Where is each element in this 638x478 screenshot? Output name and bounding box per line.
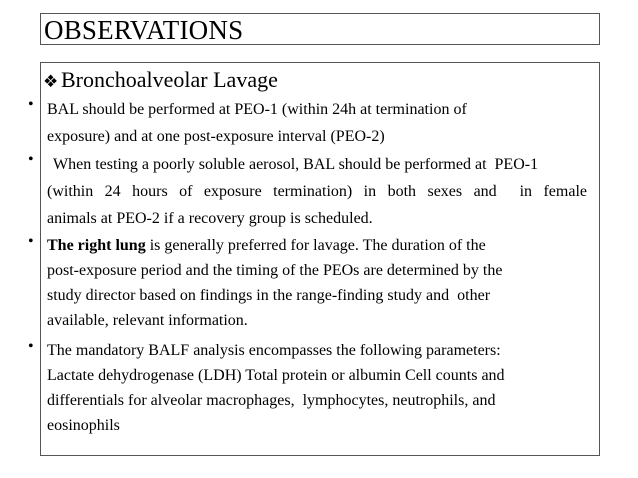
- bullet-3-line-2: post-exposure period and the timing of the PEOs are determined by the: [47, 262, 503, 279]
- diamond-bullet-icon: ❖: [43, 72, 59, 91]
- slide-title: OBSERVATIONS: [44, 15, 244, 45]
- bullet-dot: •: [28, 233, 34, 250]
- subheading: [43, 67, 278, 95]
- bullet-1-line-2: exposure) and at one post-exposure interval (PEO-2): [47, 128, 385, 145]
- bullet-3-line-4: available, relevant information.: [47, 312, 248, 329]
- subheading-text: Bronchoalveolar Lavage: [61, 67, 278, 92]
- bullet-2-line-1: When testing a poorly soluble aerosol, BAL should be performed at PEO-1: [53, 156, 539, 173]
- bullet-4-line-1: The mandatory BALF analysis encompasses the following parameters:: [47, 342, 501, 359]
- bullet-4-line-3: differentials for alveolar macrophages, lymphocytes, neutrophils, and: [47, 392, 496, 409]
- bullet-dot: •: [28, 96, 34, 113]
- bullet-dot: •: [28, 151, 34, 168]
- content-box: [28, 62, 600, 456]
- bullet-4-line-2: Lactate dehydrogenase (LDH) Total protein or albumin Cell counts and: [47, 367, 505, 384]
- bullet-1-line-1: BAL should be performed at PEO-1 (within 24h at termination of: [47, 101, 467, 118]
- bullet-3-line-1: [47, 233, 587, 258]
- bullet-2-line-2: (within 24 hours of exposure termination) in both sexes and in female: [47, 183, 587, 200]
- bullet-2-line-3: animals at PEO-2 if a recovery group is scheduled.: [47, 210, 373, 227]
- bullet-4-line-4: eosinophils: [47, 417, 120, 434]
- bullet-3-first-rest: is generally preferred for lavage. The duration of the: [145, 237, 486, 254]
- bullet-3-line-3: study director based on findings in the range-finding study and other: [47, 287, 491, 304]
- title-box: [40, 13, 600, 45]
- bullet-dot: •: [28, 338, 34, 355]
- bullet-3-bold: The right lung: [47, 237, 146, 254]
